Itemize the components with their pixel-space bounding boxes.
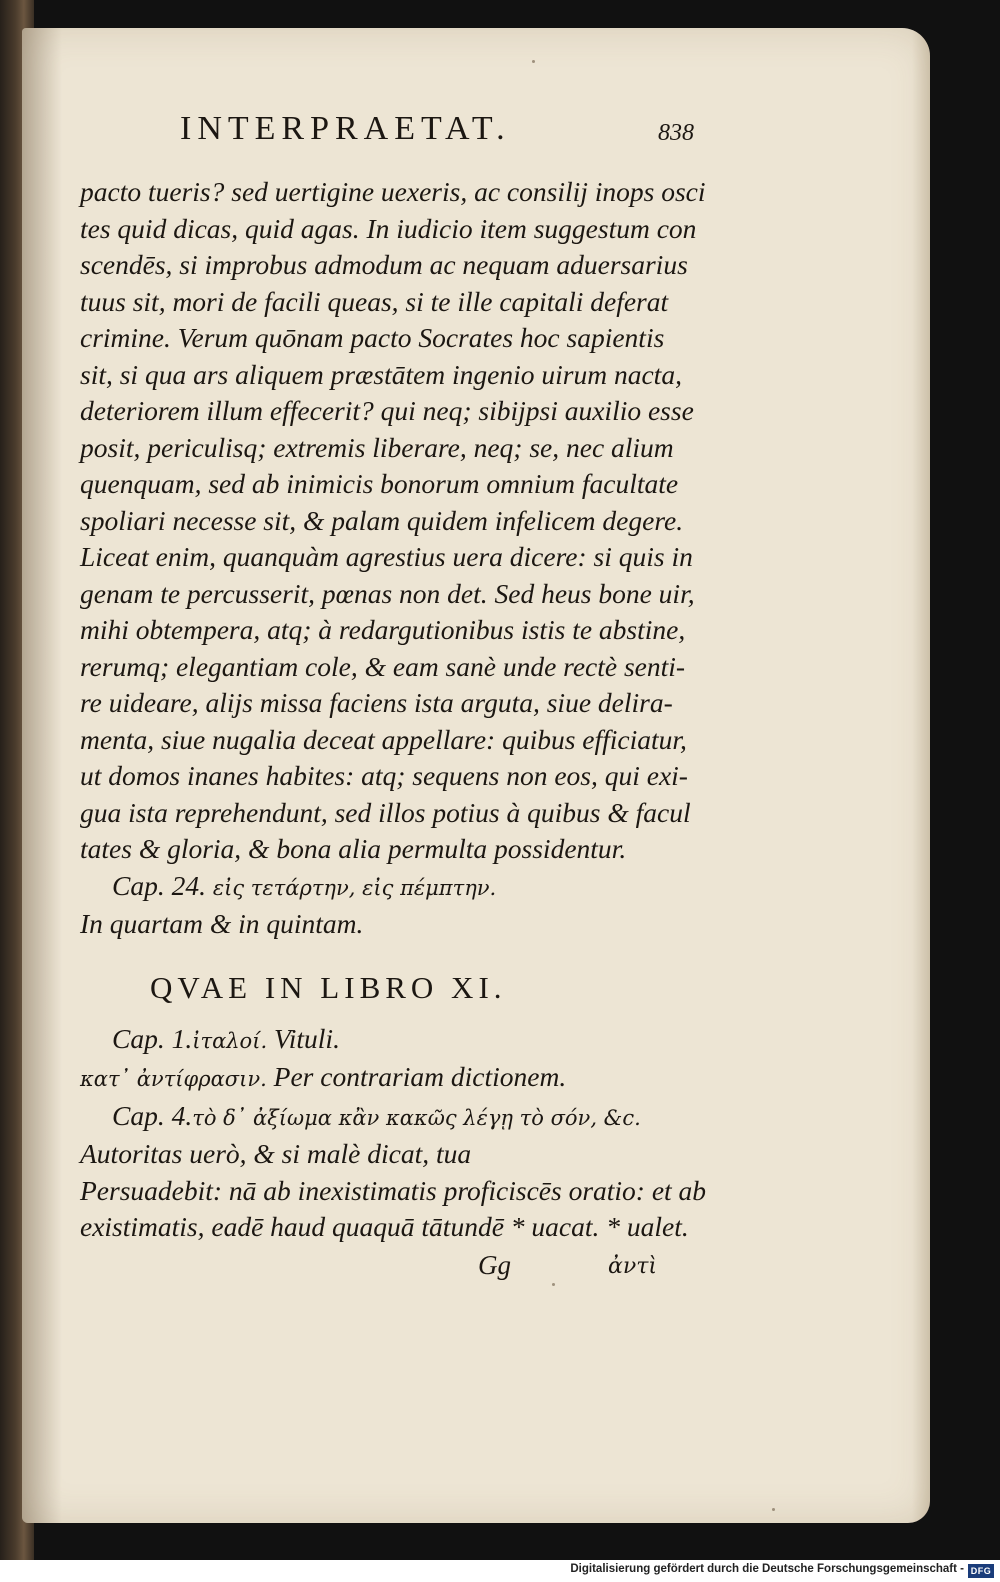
greek-lemma: εἰς τετάρτην, εἰς πέμπτην. [212,875,497,900]
book-page [22,28,930,1523]
text-line: quenquam, sed ab inimicis bonorum omnium facultate [80,468,679,499]
text-line: deteriorem illum effecerit? qui neq; sibijpsi auxilio esse [80,395,694,426]
text-line: ut domos inanes habites: atq; sequens non eos, qui exi- [80,760,688,791]
footer-bar [0,1560,1000,1582]
latin-gloss: In quartam & in quintam. [80,908,364,939]
text-line: sit, si qua ars aliquem præstātem ingenio uirum nacta, [80,358,682,390]
chapter-label: Cap. 1. [112,1022,193,1054]
text-line: mihi obtempera, atq; à redargutionibus istis te abstine, [80,614,686,645]
signature-mark: Gg [478,1249,511,1280]
chapter-4-entry [80,1098,720,1137]
greek-lemma: ἰταλοί. [192,1028,268,1053]
text-line: tates & gloria, & bona alia permulta possidentur. [80,833,627,864]
latin-gloss: Vituli. [274,1022,340,1054]
chapter-label: Cap. 24. [112,869,206,901]
paper-speck [532,60,535,63]
main-paragraph [80,174,720,868]
chapter-1-entry [80,1021,720,1060]
text-line: tes quid dicas, quid agas. In iudicio item suggestum con [80,212,697,244]
chapter-label: Cap. 4. [112,1099,193,1131]
text-line: genam te percusserit, pœnas non det. Sed heus bone uir, [80,577,695,609]
text-line: menta, siue nugalia deceat appellare: quibus efficiatur, [80,723,687,755]
text-line: tuus sit, mori de facili queas, si te ille capitali deferat [80,285,669,317]
folio-number: 838 [658,120,694,146]
text-line: crimine. Verum quōnam pacto Socrates hoc sapientis [80,322,665,353]
text-line: Liceat enim, quanquàm agrestius uera dicere: si quis in [80,541,693,572]
greek-lemma: τὸ δ᾽ ἀξίωμα κἂν κακῶς λέγῃ τὸ σόν, &c. [192,1105,641,1130]
text-line: re uideare, alijs missa faciens ista arguta, siue delira- [80,687,673,718]
catchline [80,1250,720,1290]
text-line: scendēs, si improbus admodum ac nequam aduersarius [80,249,688,280]
text-line: spoliari necesse sit, & palam quidem infelicem degere. [80,504,684,536]
running-head [80,110,720,174]
dfg-logo-icon: DFG [968,1564,994,1578]
greek-lemma: κατ᾽ ἀντίφρασιν. [80,1067,267,1091]
catchword: ἀντὶ [608,1253,658,1279]
funding-credit: Digitalisierung gefördert durch die Deutsche Forschungsgemeinschaft - [570,1563,964,1575]
text-line: rerumq; elegantiam cole, & eam sanè unde rectè senti- [80,650,686,682]
text-line: pacto tueris? sed uertigine uexeris, ac consilij inops osci [80,176,706,207]
page-text [80,110,720,1290]
text-line: Autoritas uerò, & si malè dicat, tua [80,1138,472,1169]
text-line: existimatis, eadē haud quaquā tātundē * uacat. * ualet. [80,1211,689,1242]
antiphrasis-entry [80,1059,720,1098]
latin-gloss: Per contrariam dictionem. [273,1061,567,1092]
text-line: posit, periculisq; extremis liberare, neq; se, nec alium [80,431,674,463]
chapter-24-entry [80,868,720,907]
paper-speck [772,1508,775,1511]
section-heading: QVAE IN LIBRO XI. [150,969,507,1005]
text-line: Persuadebit: nā ab inexistimatis proficiscēs oratio: et ab [80,1174,707,1206]
text-line: gua ista reprehendunt, sed illos potius à quibus & facul [80,796,691,828]
running-head-title: INTERPRAETAT. [180,110,511,147]
